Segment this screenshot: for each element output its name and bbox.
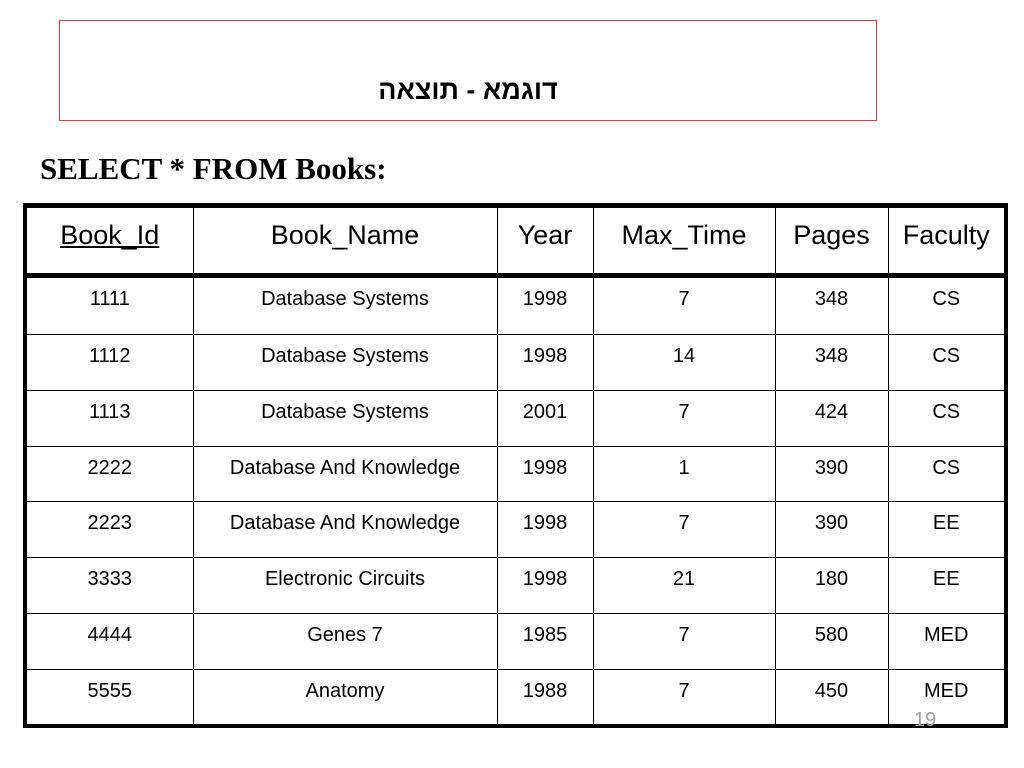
cell-book-name: Database And Knowledge <box>193 446 497 502</box>
cell-max-time: 7 <box>593 669 775 724</box>
cell-book-name: Electronic Circuits <box>193 558 497 614</box>
cell-book-id: 2222 <box>27 446 193 502</box>
header-book-id <box>27 208 193 276</box>
cell-faculty: MED <box>888 669 1004 724</box>
table-row <box>27 335 1004 391</box>
cell-year: 1988 <box>497 669 593 724</box>
page-number: 19 <box>914 709 937 731</box>
cell-book-id: 3333 <box>27 558 193 614</box>
cell-pages: 180 <box>775 558 888 614</box>
cell-book-id: 1111 <box>27 276 193 335</box>
cell-pages: 390 <box>775 446 888 502</box>
table-row <box>27 558 1004 614</box>
cell-year: 1998 <box>497 276 593 335</box>
cell-max-time: 7 <box>593 276 775 335</box>
table-row <box>27 502 1004 558</box>
books-table-container <box>23 203 1008 728</box>
cell-pages: 450 <box>775 669 888 724</box>
table-header-row <box>27 208 1004 276</box>
cell-faculty: EE <box>888 558 1004 614</box>
cell-book-id: 5555 <box>27 669 193 724</box>
cell-faculty: CS <box>888 276 1004 335</box>
cell-year: 1998 <box>497 335 593 391</box>
cell-book-id: 2223 <box>27 502 193 558</box>
cell-book-id: 1113 <box>27 390 193 446</box>
cell-year: 1985 <box>497 613 593 669</box>
cell-year: 1998 <box>497 502 593 558</box>
cell-max-time: 1 <box>593 446 775 502</box>
books-table <box>27 207 1004 724</box>
cell-pages: 580 <box>775 613 888 669</box>
cell-year: 1998 <box>497 446 593 502</box>
cell-book-name: Anatomy <box>193 669 497 724</box>
cell-faculty: CS <box>888 335 1004 391</box>
cell-year: 1998 <box>497 558 593 614</box>
table-row <box>27 276 1004 335</box>
cell-max-time: 7 <box>593 502 775 558</box>
sql-query: SELECT * FROM Books: <box>40 151 387 186</box>
cell-book-id: 1112 <box>27 335 193 391</box>
slide-title-box <box>59 20 877 121</box>
cell-year: 2001 <box>497 390 593 446</box>
cell-pages: 424 <box>775 390 888 446</box>
table-row <box>27 446 1004 502</box>
cell-book-name: Genes 7 <box>193 613 497 669</box>
cell-pages: 390 <box>775 502 888 558</box>
table-row <box>27 613 1004 669</box>
cell-faculty: MED <box>888 613 1004 669</box>
cell-book-name: Database Systems <box>193 390 497 446</box>
cell-faculty: CS <box>888 446 1004 502</box>
cell-book-name: Database And Knowledge <box>193 502 497 558</box>
cell-book-id: 4444 <box>27 613 193 669</box>
header-year: Year <box>497 208 593 276</box>
header-label: Book_Id <box>60 220 160 250</box>
cell-book-name: Database Systems <box>193 276 497 335</box>
table-row <box>27 669 1004 724</box>
slide-title: דוגמא - תוצאה <box>378 75 558 105</box>
header-pages: Pages <box>775 208 888 276</box>
cell-faculty: CS <box>888 390 1004 446</box>
cell-max-time: 21 <box>593 558 775 614</box>
cell-faculty: EE <box>888 502 1004 558</box>
cell-max-time: 14 <box>593 335 775 391</box>
cell-max-time: 7 <box>593 390 775 446</box>
header-book-name: Book_Name <box>193 208 497 276</box>
table-row <box>27 390 1004 446</box>
cell-max-time: 7 <box>593 613 775 669</box>
cell-pages: 348 <box>775 335 888 391</box>
header-max-time: Max_Time <box>593 208 775 276</box>
cell-pages: 348 <box>775 276 888 335</box>
header-faculty: Faculty <box>888 208 1004 276</box>
cell-book-name: Database Systems <box>193 335 497 391</box>
